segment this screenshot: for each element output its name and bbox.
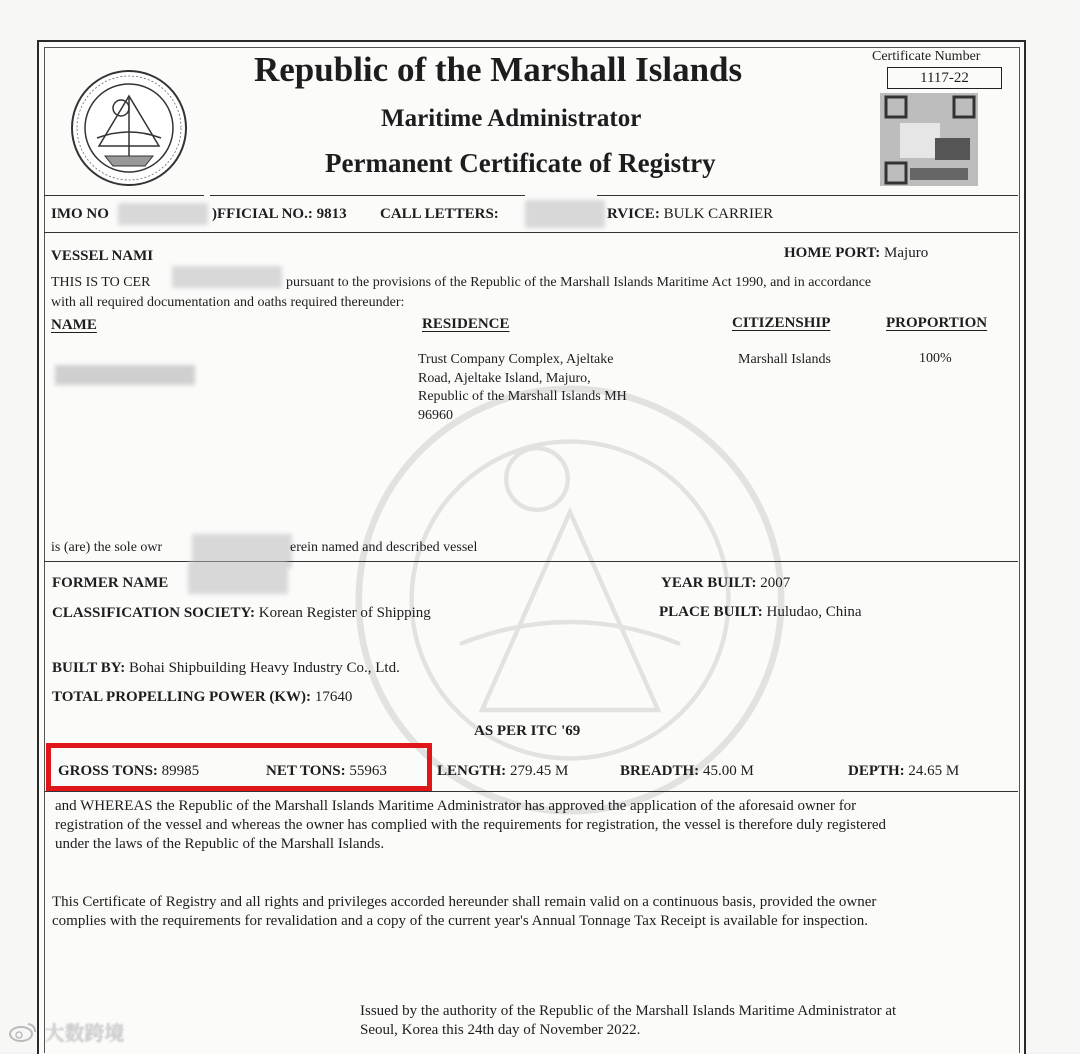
certify-text-start: THIS IS TO CER xyxy=(51,275,151,290)
validity-line: complies with the requirements for revalidation and a copy of the current year's Annual Tonnage Tax Receipt is available for inspection. xyxy=(52,913,869,929)
header-rule-mid xyxy=(210,195,525,196)
validity-line: This Certificate of Registry and all rights and privileges accorded hereunder shall remain valid on a continuous basis, provided the owner xyxy=(52,894,877,910)
home-port-label: HOME PORT: xyxy=(784,245,881,261)
imo-label: IMO NO xyxy=(51,206,109,222)
service-value: BULK CARRIER xyxy=(663,206,774,222)
year-built-value: 2007 xyxy=(760,575,791,591)
validity-paragraph xyxy=(52,893,876,931)
redacted-call-letters xyxy=(525,200,605,228)
place-built-value: Huludao, China xyxy=(766,604,862,620)
residence-line: 96960 xyxy=(418,407,453,423)
propelling-power-value: 17640 xyxy=(314,689,353,705)
vessel-name-label: VESSEL NAMI xyxy=(51,248,154,264)
residence-line: Trust Company Complex, Ajeltake xyxy=(418,352,614,367)
length-value: 279.45 M xyxy=(509,763,569,779)
sole-owner-text-start: is (are) the sole owr xyxy=(51,540,163,555)
proportion-value: 100% xyxy=(919,351,952,366)
whereas-line: registration of the vessel and whereas the owner has complied with the requirements for registration, the vessel is therefore duly registered xyxy=(55,817,886,833)
propelling-power-label: TOTAL PROPELLING POWER (KW): xyxy=(52,689,312,705)
certificate-number-label: Certificate Number xyxy=(872,49,981,64)
certificate-number: 1117-22 xyxy=(887,67,1002,89)
residence-column-header: RESIDENCE xyxy=(422,316,510,332)
breadth-value: 45.00 M xyxy=(702,763,754,779)
whereas-line: and WHEREAS the Republic of the Marshall Islands Maritime Administrator has approved the application of the aforesaid owner for xyxy=(55,798,857,814)
former-name-label: FORMER NAME xyxy=(52,575,169,591)
gross-tons-label: GROSS TONS: xyxy=(58,763,158,779)
net-tons-value: 55963 xyxy=(349,763,387,779)
tonnage-rule xyxy=(44,791,1018,792)
service-label: RVICE: xyxy=(607,206,660,222)
itc-label: AS PER ITC '69 xyxy=(474,723,581,739)
header-rule-left xyxy=(44,195,204,196)
gross-tons-value: 89985 xyxy=(161,763,200,779)
year-built-label: YEAR BUILT: xyxy=(661,575,757,591)
redacted-vessel-name xyxy=(172,266,282,288)
header-rule-right xyxy=(597,195,1018,196)
classification-label: CLASSIFICATION SOCIETY: xyxy=(52,605,255,621)
residence-line: Road, Ajeltake Island, Majuro, xyxy=(418,370,591,386)
name-column-header: NAME xyxy=(51,317,97,333)
page-title: Republic of the Marshall Islands xyxy=(254,50,743,89)
administrator-title: Maritime Administrator xyxy=(381,105,642,132)
id-row-rule xyxy=(44,232,1018,233)
place-built-label: PLACE BUILT: xyxy=(659,604,763,620)
sole-owner-text-end: erein named and described vessel xyxy=(290,540,478,555)
qr-code-icon xyxy=(880,93,978,186)
whereas-line: under the laws of the Republic of the Marshall Islands. xyxy=(55,836,385,852)
call-letters-label: CALL LETTERS: xyxy=(380,206,499,222)
official-no: )FFICIAL NO.: 9813 xyxy=(212,206,347,222)
weibo-icon xyxy=(8,1021,38,1043)
certify-text-line2: with all required documentation and oaths required thereunder: xyxy=(51,295,405,310)
residence-value xyxy=(418,351,627,425)
depth-label: DEPTH: xyxy=(848,763,905,779)
highlight-box xyxy=(46,743,432,791)
residence-line: Republic of the Marshall Islands MH xyxy=(418,389,627,404)
net-tons-label: NET TONS: xyxy=(266,763,346,779)
issued-line: Issued by the authority of the Republic of the Marshall Islands Maritime Administrator at xyxy=(360,1003,897,1019)
redacted-imo xyxy=(118,203,208,225)
seal-icon xyxy=(68,68,190,188)
depth-value: 24.65 M xyxy=(908,763,960,779)
breadth-label: BREADTH: xyxy=(620,763,700,779)
watermark-text: 大数跨境 xyxy=(44,1021,125,1045)
redacted-owner-name xyxy=(55,365,195,385)
built-by-label: BUILT BY: xyxy=(52,660,126,676)
citizenship-value: Marshall Islands xyxy=(738,352,831,367)
certify-text-end: pursuant to the provisions of the Republic of the Marshall Islands Maritime Act 1990, and in accordance xyxy=(286,275,872,290)
issued-paragraph xyxy=(360,1002,896,1040)
issued-line: Seoul, Korea this 24th day of November 2022. xyxy=(360,1022,641,1038)
footer-watermark xyxy=(8,1017,124,1046)
citizenship-column-header: CITIZENSHIP xyxy=(732,315,831,331)
classification-value: Korean Register of Shipping xyxy=(258,605,431,621)
document-title: Permanent Certificate of Registry xyxy=(325,148,716,178)
redacted-former-name xyxy=(188,562,288,594)
home-port-value: Majuro xyxy=(884,245,929,261)
built-by-value: Bohai Shipbuilding Heavy Industry Co., Ltd. xyxy=(129,660,400,676)
length-label: LENGTH: xyxy=(437,763,507,779)
proportion-column-header: PROPORTION xyxy=(886,315,988,331)
whereas-paragraph xyxy=(55,797,886,854)
